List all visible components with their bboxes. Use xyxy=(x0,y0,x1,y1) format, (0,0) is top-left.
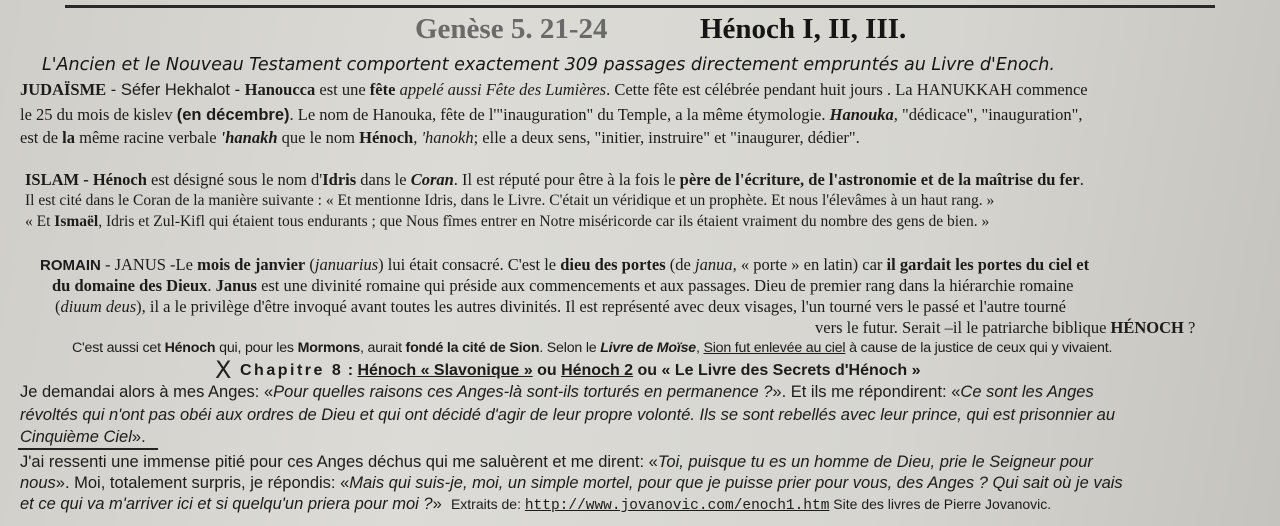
source-link[interactable]: http://www.jovanovic.com/enoch1.htm xyxy=(524,498,830,514)
quote-line-2: révoltés qui n'ont pas obéi aux ordres de Dieu et qui ont décidé d'agir de leur propre volonté. Ils se sont rebellés avec leur prince, qui est prisonnier au xyxy=(20,406,1116,424)
chapter-line: Chapitre 8 : Hénoch « Slavonique » ou Hénoch 2 ou « Le Livre des Secrets d'Hénoch » xyxy=(240,362,921,379)
romain-line-4: vers le futur. Serait –il le patriarche biblique HÉNOCH ? xyxy=(815,318,1196,337)
islam-label: ISLAM - Hénoch xyxy=(25,170,147,189)
quote-line-1: Je demandai alors à mes Anges: «Pour quelles raisons ces Anges-là sont-ils torturés en permanence ?». Et ils me répondirent: «Ce sont les Anges xyxy=(20,383,1094,401)
judaisme-line-3: est de la même racine verbale 'hanakh que le nom Hénoch, 'hanokh; elle a deux sens, "initier, instruire" et "inaugurer, dédier". xyxy=(20,128,860,147)
handwritten-underline xyxy=(18,448,158,450)
quote-line-3: Cinquième Ciel». xyxy=(20,428,146,446)
quote-line-6: et ce qui va m'arriver ici et si quelqu'un priera pour moi ?» Extraits de: http://www.jovanovic.com/enoch1.htm Site des livres de Pierre Jovanovic. xyxy=(20,495,1052,514)
page-title: Hénoch I, II, III. xyxy=(700,13,907,45)
romain-label: ROMAIN xyxy=(40,257,101,274)
islam-line-1: ISLAM - Hénoch est désigné sous le nom d'Idris dans le Coran. Il est réputé pour être à la fois le père de l'écriture, de l'astronomie et de la maîtrise du fer. xyxy=(25,170,1084,189)
quote-line-4: J'ai ressenti une immense pitié pour ces Anges déchus qui me saluèrent et me dirent: «Toi, puisque tu es un homme de Dieu, prie le Seigneur pour xyxy=(20,453,1093,471)
romain-line-2: du domaine des Dieux. Janus est une divinité romaine qui préside aux commencements et aux passages. Dieu de premier rang dans la hiérarchie romaine xyxy=(52,276,1074,295)
mormons-line: C'est aussi cet Hénoch qui, pour les Mormons, aurait fondé la cité de Sion. Selon le Livre de Moïse, Sion fut enlevée au ciel à cause de la justice de ceux qui y vivaient. xyxy=(72,340,1113,356)
handwritten-x-mark: X xyxy=(215,356,232,384)
verse-reference: Genèse 5. 21-24 xyxy=(415,13,608,45)
romain-line-3: (diuum deus), il a le privilège d'être invoqué avant toutes les autres divinités. Il est représenté avec deux visages, l'un tourné vers le passé et l'autre tourné xyxy=(55,297,1066,316)
intro-line: L'Ancien et le Nouveau Testament comportent exactement 309 passages directement empruntés au Livre d'Enoch. xyxy=(42,55,1055,75)
islam-line-3: « Et Ismaël, Idris et Zul-Kifl qui étaient tous endurants ; que Nous fîmes entrer en Notre miséricorde car ils étaient vraiment du nombre des gens de bien. » xyxy=(25,213,990,230)
judaisme-line-1: JUDAÏSME - Séfer Hekhalot - Hanoucca est une fête appelé aussi Fête des Lumières. Cette fête est célébrée pendant huit jours . La HANUKKAH commence xyxy=(20,80,1088,99)
hanoucca-term: Hanoucca xyxy=(244,80,316,99)
top-rule xyxy=(65,5,1215,8)
romain-line-1: ROMAIN - JANUS -Le mois de janvier (januarius) lui était consacré. C'est le dieu des portes (de janua, « porte » en latin) car il gardait les portes du ciel et xyxy=(40,255,1090,274)
judaisme-label: JUDAÏSME xyxy=(20,80,107,99)
islam-line-2: Il est cité dans le Coran de la manière suivante : « Et mentionne Idris, dans le Livre. C'était un véridique et un prophète. Et nous l'élevâmes à un haut rang. » xyxy=(25,192,995,209)
judaisme-line-2: le 25 du mois de kislev (en décembre). Le nom de Hanouka, fête de l'"inauguration" du Temple, a la même étymologie. Hanouka, "dédicace", "inauguration", xyxy=(20,105,1083,124)
quote-line-5: nous». Moi, totalement surpris, je répondis: «Mais qui suis-je, moi, un simple mortel, pour que je puisse prier pour vous, des Anges ? Qui sait où je vais xyxy=(20,474,1123,492)
